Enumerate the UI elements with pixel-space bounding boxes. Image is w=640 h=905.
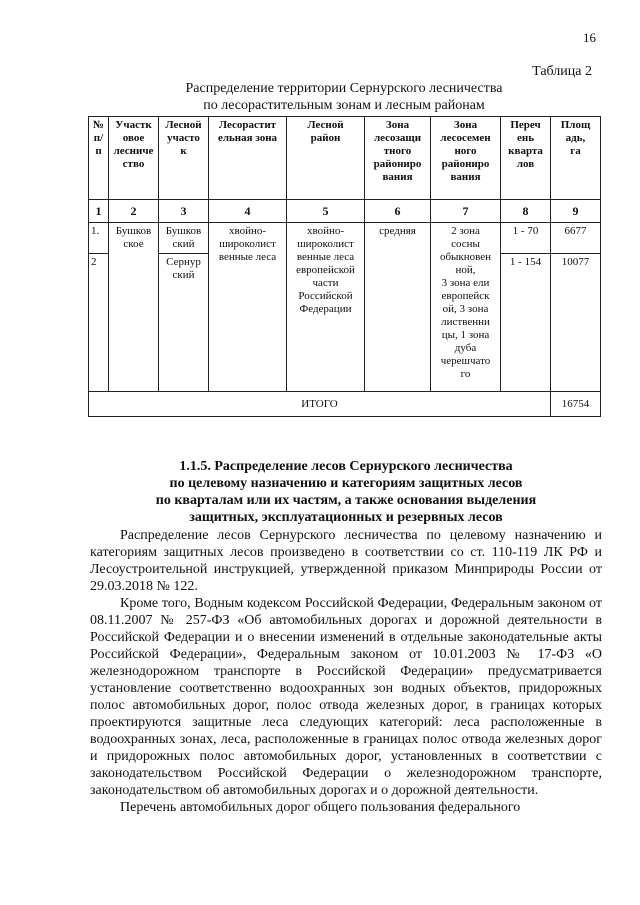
column-number: 3 bbox=[159, 200, 209, 223]
veg-zone-cell: хвойно- широколист венные леса bbox=[209, 223, 287, 392]
header-cell: Переч ень квартa лов bbox=[501, 117, 551, 200]
paragraph: Кроме того, Водным кодексом Российской Федерации, Федеральным законом от 08.11.2007 № 257-ФЗ «Об автомобильных дорогах и дорожной деятельности в Российской Федерации и о внесении изменений в отдельные законодательные акты Российской Федерации», Федеральным законом от 10.01.2003 № 17-ФЗ «О железнодорожном транспорте в Российской Федерации» предусматривается установление соответственно водоохранных зон водных объектов, придорожных полос автомобильных дорог, полос отвода железных дорог, в границах которых проектируются защитные леса следующих категорий: леса расположенные в водоохранных зонах, леса, расположенные в границах полос отвода железных дорог и придорожных полос автомобильных дорог, установленных в соответствии с законодательством Российской Федерации о железнодорожном транспорте, законодательством об автомобильных дорогах и о дорожной деятельности. bbox=[90, 596, 602, 798]
total-label: ИТОГО bbox=[89, 392, 551, 417]
forest-region-cell: хвойно- широколист венные леса европейской части Российской Федерации bbox=[287, 223, 365, 392]
column-number: 1 bbox=[89, 200, 109, 223]
section-title-line: по целевому назначению и категориям защитных лесов bbox=[169, 476, 523, 491]
table-label: Таблица 2 bbox=[532, 64, 592, 79]
distribution-table bbox=[88, 116, 601, 417]
header-cell: Зона лесосемен ного райониро вания bbox=[431, 117, 501, 200]
table-caption bbox=[90, 80, 598, 114]
area-cell: 10077 bbox=[551, 254, 601, 392]
header-cell: № п/ п bbox=[89, 117, 109, 200]
protection-zone-cell: средняя bbox=[365, 223, 431, 392]
header-cell: Лесной участо к bbox=[159, 117, 209, 200]
header-cell: Площ адь, га bbox=[551, 117, 601, 200]
column-number: 9 bbox=[551, 200, 601, 223]
paragraph: Распределение лесов Сернурского лесничества по целевому назначению и категориям защитных лесов произведено в соответствии со ст. 110-119 ЛК РФ и Лесоустроительной инструкцией, утвержденной приказом Минприроды России от 29.03.2018 № 122. bbox=[90, 528, 602, 594]
district-cell: Бушков ское bbox=[109, 223, 159, 392]
caption-line: по лесорастительным зонам и лесным районам bbox=[203, 98, 485, 113]
header-cell: Зона лесозащи тного райониро вания bbox=[365, 117, 431, 200]
header-cell: Лесорастит ельная зона bbox=[209, 117, 287, 200]
column-number: 8 bbox=[501, 200, 551, 223]
header-row bbox=[89, 117, 601, 200]
column-number-row bbox=[89, 200, 601, 223]
section-title-line: защитных, эксплуатационных и резервных лесов bbox=[189, 510, 503, 525]
table-row bbox=[89, 223, 601, 254]
row-number: 2 bbox=[89, 254, 109, 392]
column-number: 7 bbox=[431, 200, 501, 223]
column-number: 4 bbox=[209, 200, 287, 223]
total-row bbox=[89, 392, 601, 417]
total-area: 16754 bbox=[551, 392, 601, 417]
section-title bbox=[90, 458, 602, 526]
column-number: 2 bbox=[109, 200, 159, 223]
quarters-cell: 1 - 154 bbox=[501, 254, 551, 392]
header-cell: Лесной район bbox=[287, 117, 365, 200]
section-title-line: по кварталам или их частям, а также основания выделения bbox=[155, 493, 537, 508]
column-number: 5 bbox=[287, 200, 365, 223]
header-cell: Участк овое лесниче ство bbox=[109, 117, 159, 200]
column-number: 6 bbox=[365, 200, 431, 223]
seed-zone-cell: 2 зона сосны обыкновен ной, 3 зона ели европейск ой, 3 зона лиственни цы, 1 зона дуба черешчато го bbox=[431, 223, 501, 392]
caption-line: Распределение территории Сернурского лесничества bbox=[185, 81, 503, 96]
section-title-line: 1.1.5. Распределение лесов Сернурского лесничества bbox=[179, 459, 513, 474]
plot-cell: Бушков ский bbox=[159, 223, 209, 254]
page-number: 16 bbox=[583, 30, 596, 45]
paragraph: Перечень автомобильных дорог общего пользования федерального bbox=[120, 800, 521, 815]
row-number: 1. bbox=[89, 223, 109, 254]
quarters-cell: 1 - 70 bbox=[501, 223, 551, 254]
body-text bbox=[90, 527, 602, 816]
plot-cell: Сернур ский bbox=[159, 254, 209, 392]
area-cell: 6677 bbox=[551, 223, 601, 254]
